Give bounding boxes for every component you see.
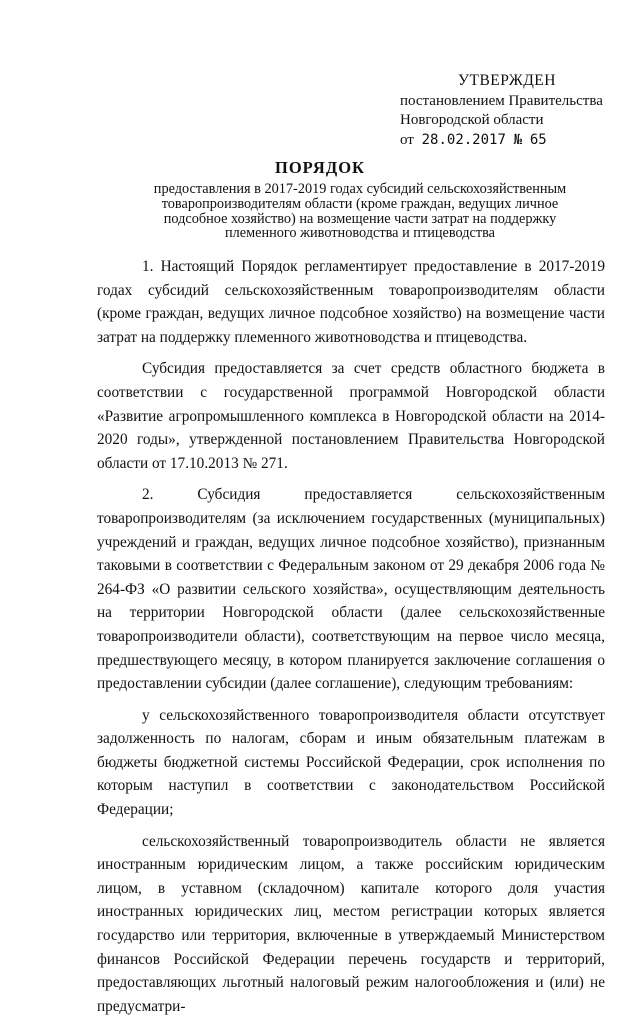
paragraph-4: у сельскохозяйственного товаропроизводителя области отсутствует задолженность по налогам, сборам и иным обязательным платежам в бюджеты бюджетной системы Российской Федерации, срок исполнения по которым наступил в соответствии с законодательством Российской Федерации; <box>97 706 605 819</box>
approval-line-2: Новгородской области <box>400 112 544 128</box>
paragraph-5: сельскохозяйственный товаропроизводитель области не является иностранным юридическим лицом, а также российским юридическим лицом, в уставном (складочном) капитале которого доля участия иностранных юридических лиц, местом регистрации которых является государство или территория, включенные в утверждаемый Министерством финансов Российской Федерации перечень государств и территорий, предоставляющих льготный налоговый режим налогообложения и (или) не предусматри- <box>97 832 605 1015</box>
paragraph-3: 2. Субсидия предоставляется сельскохозяйственным товаропроизводителям (за исключением государственных (муниципальных) учреждений и граждан, ведущих личное подсобное хозяйство), признанным таковыми в соответствии с Федеральным законом от 29 декабря 2006 года № 264-ФЗ «О развитии сельского хозяйства», осуществляющим деятельность на территории Новгородской области (далее сельскохозяйственные товаропроизводители области), соответствующим на первое число месяца, предшествующего месяцу, в котором планируется заключение соглашения о предоставлении субсидии (далее соглашение), следующим требованиям: <box>97 486 605 693</box>
approval-block <box>400 70 630 150</box>
document-body <box>97 255 605 1018</box>
approval-stamp: УТВЕРЖДЕН <box>458 72 556 89</box>
document-subtitle: предоставления в 2017-2019 годах субсидий сельскохозяйственным товаропроизводителям области (кроме граждан, ведущих личное подсобное хозяйство) на возмещение части затрат на поддержку племенного животноводства и птицеводства <box>153 181 567 242</box>
approval-number-label: № <box>513 132 523 148</box>
approval-date-value: 28.02.2017 <box>421 132 506 148</box>
approval-line-1: постановлением Правительства <box>400 93 603 109</box>
paragraph-2: Субсидия предоставляется за счет средств областного бюджета в соответствии с государственной программой Новгородской области «Развитие агропромышленного комплекса в Новгородской области на 2014-2020 годы», утвержденной постановлением Правительства Новгородской области от 17.10.2013 № 271. <box>97 360 605 472</box>
approval-date-prefix: от <box>400 132 414 148</box>
approval-number-value: 65 <box>529 132 547 148</box>
document-title: ПОРЯДОК <box>275 158 365 177</box>
paragraph-1: 1. Настоящий Порядок регламентирует предоставление в 2017-2019 годах субсидий сельскохозяйственным товаропроизводителям области (кроме граждан, ведущих личное подсобное хозяйство) на возмещение части затрат на поддержку племенного животноводства и птицеводства. <box>97 258 605 346</box>
approval-date-line <box>400 131 630 150</box>
